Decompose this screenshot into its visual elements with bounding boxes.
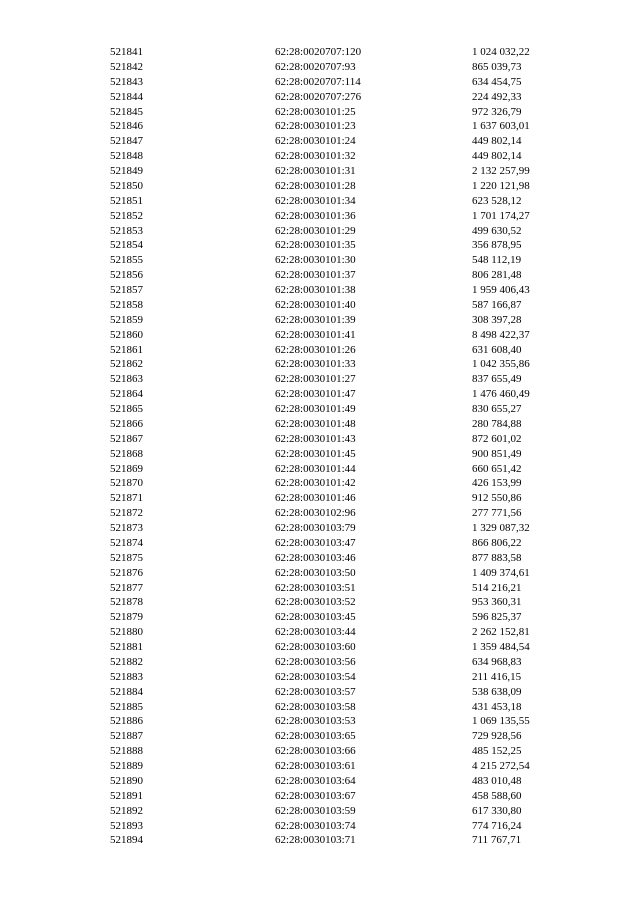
row-number: 521856 [110,269,143,282]
row-number: 521860 [110,328,143,341]
cadastral-value: 877 883,58 [472,551,522,564]
cadastral-number: 62:28:0030101:43 [275,432,356,445]
row-number: 521870 [110,477,143,490]
table-row [0,328,640,343]
cadastral-number: 62:28:0020707:114 [275,75,361,88]
row-number: 521842 [110,60,143,73]
table-row [0,566,640,581]
cadastral-number: 62:28:0030103:45 [275,611,356,624]
cadastral-number: 62:28:0030101:46 [275,492,356,505]
cadastral-value: 8 498 422,37 [472,328,530,341]
cadastral-value: 224 492,33 [472,90,522,103]
cadastral-value: 729 928,56 [472,730,522,743]
cadastral-number: 62:28:0030101:48 [275,417,356,430]
row-number: 521877 [110,581,143,594]
cadastral-number: 62:28:0030101:42 [275,477,356,490]
table-row [0,119,640,134]
row-number: 521891 [110,789,143,802]
table-row [0,744,640,759]
cadastral-number: 62:28:0030101:36 [275,209,356,222]
cadastral-value: 2 262 152,81 [472,626,530,639]
table-row [0,625,640,640]
row-number: 521885 [110,700,143,713]
row-number: 521869 [110,462,143,475]
row-number: 521862 [110,358,143,371]
cadastral-value: 211 416,15 [472,670,522,683]
table-row [0,521,640,536]
row-number: 521888 [110,745,143,758]
row-number: 521859 [110,313,143,326]
row-number: 521855 [110,254,143,267]
cadastral-number: 62:28:0020707:93 [275,60,356,73]
cadastral-value: 866 806,22 [472,536,522,549]
table-row [0,804,640,819]
cadastral-number: 62:28:0030101:27 [275,373,356,386]
cadastral-value: 458 588,60 [472,789,522,802]
cadastral-number: 62:28:0030101:28 [275,179,356,192]
table-row [0,238,640,253]
row-number: 521844 [110,90,143,103]
cadastral-number: 62:28:0030103:59 [275,804,356,817]
table-row [0,595,640,610]
row-number: 521847 [110,135,143,148]
cadastral-number: 62:28:0030103:47 [275,536,356,549]
cadastral-number: 62:28:0030102:96 [275,507,356,520]
table-row [0,357,640,372]
table-row [0,75,640,90]
table-row [0,134,640,149]
cadastral-number: 62:28:0030103:66 [275,745,356,758]
table-row [0,283,640,298]
cadastral-value: 865 039,73 [472,60,522,73]
cadastral-number: 62:28:0030101:40 [275,298,356,311]
row-number: 521866 [110,417,143,430]
cadastral-number: 62:28:0030101:35 [275,239,356,252]
row-number: 521894 [110,834,143,847]
table-row [0,462,640,477]
table-row [0,789,640,804]
cadastral-value: 280 784,88 [472,417,522,430]
cadastral-value: 900 851,49 [472,447,522,460]
table-row [0,268,640,283]
table-row [0,759,640,774]
row-number: 521893 [110,819,143,832]
table-row [0,581,640,596]
cadastral-number: 62:28:0030103:51 [275,581,356,594]
table-row [0,105,640,120]
row-number: 521854 [110,239,143,252]
row-number: 521873 [110,522,143,534]
table-row [0,655,640,670]
table-row [0,179,640,194]
table-row [0,194,640,209]
table-row [0,610,640,625]
cadastral-number: 62:28:0030103:65 [275,730,356,743]
table-row [0,209,640,224]
cadastral-value: 1 359 484,54 [472,641,530,653]
cadastral-value: 431 453,18 [472,700,522,713]
cadastral-value: 587 166,87 [472,298,522,311]
row-number: 521872 [110,507,143,520]
cadastral-value: 2 132 257,99 [472,165,530,177]
table-row [0,685,640,700]
row-number: 521864 [110,388,143,401]
cadastral-number: 62:28:0030103:74 [275,819,356,832]
cadastral-value: 972 326,79 [472,105,522,118]
cadastral-value: 837 655,49 [472,373,522,386]
table-row [0,90,640,105]
cadastral-number: 62:28:0030101:34 [275,194,356,207]
cadastral-value: 4 215 272,54 [472,760,530,772]
cadastral-value: 830 655,27 [472,403,522,415]
cadastral-number: 62:28:0020707:276 [275,90,362,103]
table-row [0,417,640,432]
table-row [0,714,640,729]
cadastral-number: 62:28:0030103:58 [275,700,356,713]
cadastral-value: 277 771,56 [472,507,522,520]
cadastral-number: 62:28:0030103:52 [275,596,356,609]
cadastral-value: 514 216,21 [472,581,522,594]
cadastral-value: 660 651,42 [472,462,522,475]
cadastral-value: 1 409 374,61 [472,566,530,579]
cadastral-number: 62:28:0030103:50 [275,566,356,579]
cadastral-number: 62:28:0030103:67 [275,789,356,802]
table-row [0,432,640,447]
cadastral-value: 634 454,75 [472,75,522,88]
cadastral-value: 912 550,86 [472,492,522,505]
row-number: 521851 [110,194,143,207]
cadastral-number: 62:28:0030101:49 [275,403,356,415]
data-table [0,45,640,848]
cadastral-number: 62:28:0030101:45 [275,447,356,460]
table-row [0,506,640,521]
cadastral-number: 62:28:0030101:25 [275,105,356,118]
cadastral-number: 62:28:0030103:60 [275,641,356,653]
cadastral-number: 62:28:0030101:33 [275,358,356,371]
cadastral-number: 62:28:0030101:31 [275,165,356,177]
table-row [0,253,640,268]
cadastral-number: 62:28:0030101:26 [275,343,356,356]
table-row [0,224,640,239]
cadastral-value: 308 397,28 [472,313,522,326]
row-number: 521848 [110,150,143,163]
cadastral-value: 548 112,19 [472,254,522,267]
row-number: 521889 [110,760,143,772]
row-number: 521863 [110,373,143,386]
table-row [0,372,640,387]
cadastral-value: 485 152,25 [472,745,522,758]
row-number: 521846 [110,120,143,133]
cadastral-value: 1 024 032,22 [472,46,530,58]
cadastral-number: 62:28:0030103:57 [275,685,356,698]
cadastral-value: 1 476 460,49 [472,388,530,401]
cadastral-number: 62:28:0030101:44 [275,462,356,475]
cadastral-number: 62:28:0030103:56 [275,655,356,668]
cadastral-value: 617 330,80 [472,804,522,817]
cadastral-number: 62:28:0030101:39 [275,313,356,326]
cadastral-number: 62:28:0030101:32 [275,150,356,163]
cadastral-value: 356 878,95 [472,239,522,252]
table-row [0,298,640,313]
table-row [0,670,640,685]
cadastral-value: 631 608,40 [472,343,522,356]
cadastral-number: 62:28:0030101:38 [275,284,356,296]
cadastral-number: 62:28:0030101:23 [275,120,356,133]
cadastral-value: 1 637 603,01 [472,120,530,133]
cadastral-value: 596 825,37 [472,611,522,624]
cadastral-number: 62:28:0030101:37 [275,269,356,282]
cadastral-value: 806 281,48 [472,269,522,282]
cadastral-number: 62:28:0030101:47 [275,388,356,401]
cadastral-value: 1 329 087,32 [472,522,530,534]
cadastral-value: 1 069 135,55 [472,715,530,728]
table-row [0,551,640,566]
cadastral-value: 499 630,52 [472,224,522,237]
cadastral-number: 62:28:0030101:24 [275,135,356,148]
row-number: 521867 [110,432,143,445]
table-row [0,536,640,551]
cadastral-value: 872 601,02 [472,432,522,445]
row-number: 521858 [110,298,143,311]
cadastral-value: 953 360,31 [472,596,522,609]
table-row [0,447,640,462]
row-number: 521875 [110,551,143,564]
cadastral-number: 62:28:0030101:41 [275,328,356,341]
cadastral-number: 62:28:0020707:120 [275,46,362,58]
cadastral-number: 62:28:0030101:29 [275,224,356,237]
table-row [0,164,640,179]
table-row [0,387,640,402]
cadastral-value: 538 638,09 [472,685,522,698]
table-row [0,149,640,164]
cadastral-number: 62:28:0030103:61 [275,760,356,772]
cadastral-value: 623 528,12 [472,194,522,207]
cadastral-value: 1 042 355,86 [472,358,530,371]
row-number: 521878 [110,596,143,609]
row-number: 521892 [110,804,143,817]
row-number: 521881 [110,641,143,653]
row-number: 521857 [110,284,143,296]
cadastral-value: 426 153,99 [472,477,522,490]
table-row [0,833,640,848]
cadastral-number: 62:28:0030101:30 [275,254,356,267]
cadastral-number: 62:28:0030103:44 [275,626,356,639]
table-row [0,343,640,358]
row-number: 521887 [110,730,143,743]
row-number: 521853 [110,224,143,237]
table-row [0,640,640,655]
row-number: 521884 [110,685,143,698]
table-row [0,700,640,715]
cadastral-value: 711 767,71 [472,834,522,847]
cadastral-value: 1 220 121,98 [472,179,530,192]
cadastral-number: 62:28:0030103:54 [275,670,356,683]
table-row [0,729,640,744]
table-row [0,60,640,75]
row-number: 521852 [110,209,143,222]
row-number: 521890 [110,774,143,787]
cadastral-value: 1 701 174,27 [472,209,530,222]
row-number: 521886 [110,715,143,728]
table-row [0,476,640,491]
row-number: 521879 [110,611,143,624]
row-number: 521850 [110,179,143,192]
cadastral-value: 449 802,14 [472,135,522,148]
row-number: 521865 [110,403,143,415]
cadastral-number: 62:28:0030103:64 [275,774,356,787]
cadastral-number: 62:28:0030103:79 [275,522,356,534]
table-row [0,774,640,789]
row-number: 521876 [110,566,143,579]
row-number: 521868 [110,447,143,460]
cadastral-number: 62:28:0030103:71 [275,834,356,847]
row-number: 521843 [110,75,143,88]
table-row [0,313,640,328]
cadastral-value: 1 959 406,43 [472,284,530,296]
cadastral-value: 634 968,83 [472,655,522,668]
row-number: 521882 [110,655,143,668]
cadastral-value: 449 802,14 [472,150,522,163]
cadastral-number: 62:28:0030103:46 [275,551,356,564]
cadastral-value: 774 716,24 [472,819,522,832]
table-row [0,819,640,834]
cadastral-value: 483 010,48 [472,774,522,787]
row-number: 521861 [110,343,143,356]
row-number: 521880 [110,626,143,639]
row-number: 521841 [110,46,143,58]
cadastral-number: 62:28:0030103:53 [275,715,356,728]
table-row [0,45,640,60]
table-row [0,402,640,417]
table-row [0,491,640,506]
row-number: 521845 [110,105,143,118]
row-number: 521883 [110,670,143,683]
row-number: 521874 [110,536,143,549]
row-number: 521871 [110,492,143,505]
row-number: 521849 [110,165,143,177]
